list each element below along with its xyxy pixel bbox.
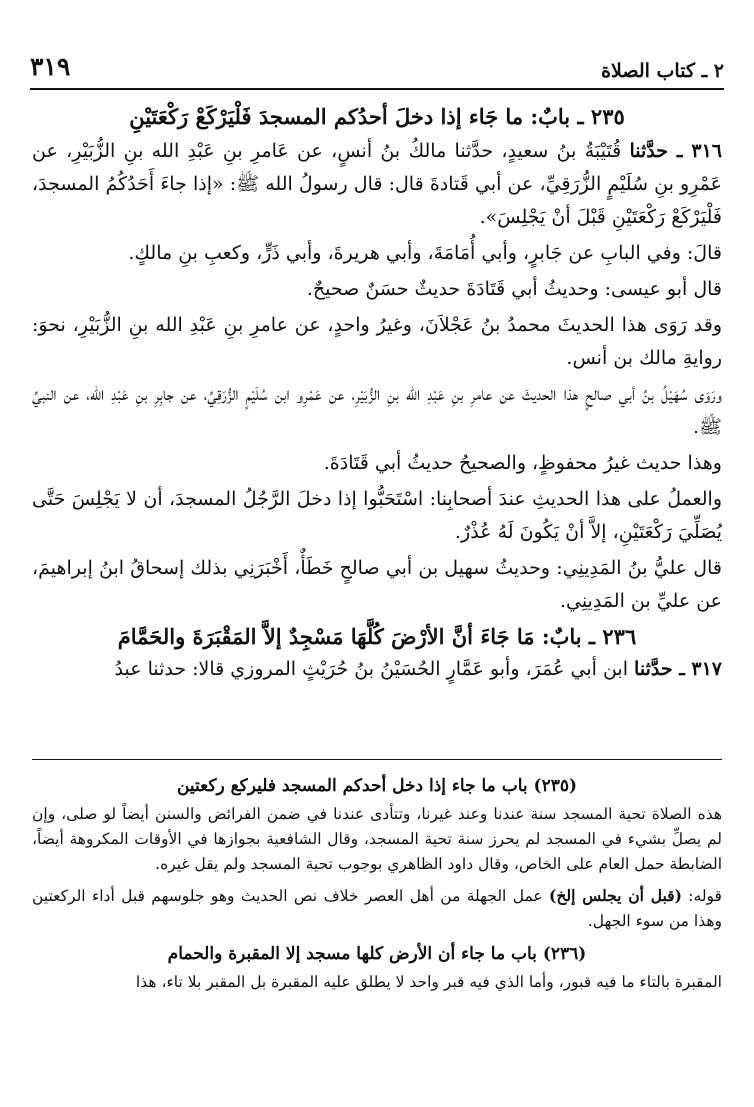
- hadith-316: [32, 135, 722, 234]
- hadith-316-number: ٣١٦ ـ حدَّثنا: [629, 140, 722, 162]
- page-header: [30, 50, 724, 90]
- paragraph-6: والعملُ على هذا الحديثِ عندَ أصحابِنا: اسْتَحَبُّوا إذا دخلَ الرَّجُلُ المسجدَ، أن لا يَجْلِسَ حَتَّى يُصَلِّيَ رَكْعَتَيْنِ، إلاَّ أنْ يَكُونَ لَهُ عُذْرٌ.: [32, 488, 722, 543]
- note-2-lead: قوله:: [688, 887, 722, 905]
- note-1: هذه الصلاة تحية المسجد سنة عندنا وعند غيرنا، وتتأدى عندنا في ضمن الفرائض والسنن أيضاً لو صلى، وإن لم يصلِّ بشيء في المسجد لم يحرز سنة تحية المسجد، وقال الشافعية بجوازها في الأوقات المكروهة أيضاً، الضابطة حمل العام على الخاص، وقال داود الظاهري بوجوب تحية المسجد ولم يقل غيره.: [32, 805, 722, 873]
- page-number: ٣١٩: [30, 52, 71, 81]
- paragraph-1: قالَ: وفي البابِ عن جَابرٍ، وأبي أُمَامَةَ، وأبي هريرةَ، وأبي ذَرٍّ، وكعبِ بنِ مالكٍ.: [128, 242, 722, 264]
- main-text: [32, 104, 722, 686]
- note-title-235: (٢٣٥) باب ما جاء إذا دخل أحدكم المسجد فليركع ركعتين: [176, 776, 578, 796]
- footnotes: [32, 770, 722, 995]
- note-3: المقبرة بالتاء ما فيه قبور، وأما الذي فيه قبر واحد لا يطلق عليه المقبرة بل المقبر بلا تاء، هذا: [135, 973, 722, 991]
- paragraph-5: وهذا حديث غيرُ محفوظٍ، والصحيحُ حديثُ أبي قَتَادَةَ.: [323, 452, 722, 474]
- hadith-317-text: ابن أبي عُمَرَ، وأبو عَمَّارٍ الحُسَيْنُ بنُ حُرَيْثٍ المروزي قالا: حدثنا عبدُ: [114, 658, 628, 680]
- paragraph-3: وقد رَوَى هذا الحديثَ محمدُ بنُ عَجْلاَنَ، وغيرُ واحدٍ، عن عامرِ بنِ عَبْدِ الله بنِ الزُّبَيْرِ، نحوَ: روايةِ مالك بن أنس.: [32, 314, 722, 369]
- footnote-divider: [32, 759, 722, 760]
- note-2-quote: (قبل أن يجلس إلخ): [549, 886, 682, 905]
- note-2-rest: عمل الجهلة من أهل العصر خلاف نص الحديث وهو جلوسهم قبل أداء الركعتين وهذا من سوء الجهل.: [32, 887, 722, 930]
- note-2: [32, 883, 722, 934]
- hadith-317: [32, 653, 722, 686]
- hadith-316-text: قُتَيْبَةُ بنُ سعيدٍ، حدَّثنا مالكُ بنُ أنسٍ، عن عَامرِ بنِ عَبْدِ الله بنِ الزُّبَيْرِ، عن عَمْرِو بنِ سُلَيْمٍ الزُّرَقِيِّ، عن أبي قَتادةَ قال: قال رسولُ الله ﷺ: «إذا جاءَ أَحَدُكُمُ المسجدَ، فَلْيَرْكَعْ رَكْعَتَيْنِ قَبْلَ أنْ يَجْلِسَ».: [32, 140, 723, 228]
- note-title-236: (٢٣٦) باب ما جاء أن الأرض كلها مسجد إلا المقبرة والحمام: [167, 944, 587, 964]
- paragraph-7: قال عليُّ بنُ المَدِينِي: وحديثُ سهيل بن أبي صالحٍ خَطَأٌ، أَخْبَرَنِي بذلك إسحاقُ ابنُ إبراهيمَ، عن عليِّ بن المَدِينِي.: [32, 557, 722, 612]
- paragraph-2: قال أبو عيسى: وحديثُ أبي قَتَادَةَ حديثٌ حسَنٌ صحيحٌ.: [306, 278, 722, 300]
- paragraph-4: ورَوَى سُهَيْلُ بنُ أبي صالحٍ هذا الحديثَ عن عامرِ بنِ عَبْدِ الله بنِ الزُّبَيْرِ، عن عَمْرِو ابن سُلَيْمٍ الزُّرَقِيِّ، عن جابِرِ بنِ عَبْدِ الله، عن النبيِّ ﷺ.: [32, 383, 723, 438]
- chapter-heading-236: ٢٣٦ ـ بابٌ: مَا جَاءَ أنَّ الأرْضَ كُلَّهَا مَسْجِدٌ إلاَّ المَقْبَرَةَ والحَمَّامَ: [117, 624, 637, 649]
- chapter-heading-235: ٢٣٥ ـ بابٌ: ما جَاء إذا دخلَ أحدُكم المسجدَ فَلْيَرْكَعْ رَكْعَتَيْنِ: [129, 104, 625, 129]
- hadith-317-number: ٣١٧ ـ حدَّثنا: [634, 658, 722, 680]
- running-title: ٢ ـ كتاب الصلاة: [601, 60, 724, 82]
